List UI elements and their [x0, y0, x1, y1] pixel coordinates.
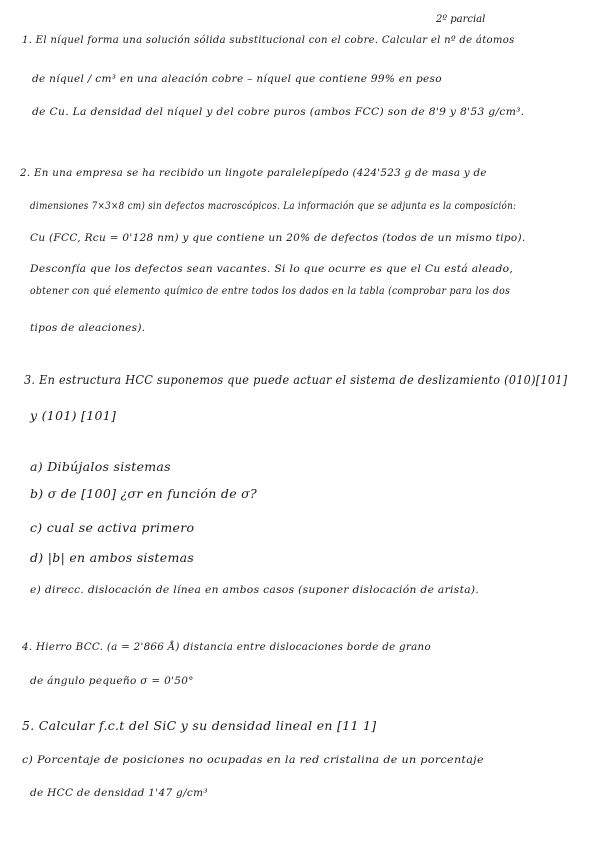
problem-2-line-6: tipos de aleaciones).	[30, 322, 146, 334]
exam-header: 2º parcial	[436, 14, 486, 25]
problem-3-part-c: c) cual se activa primero	[30, 520, 195, 535]
problem-3-part-e: e) direcc. dislocación de línea en ambos casos (suponer dislocación de arista).	[30, 584, 480, 596]
problem-3-part-d: d) |b| en ambos sistemas	[30, 550, 195, 565]
problem-1-line-2: de níquel / cm³ en una aleación cobre – níquel que contiene 99% en peso	[32, 73, 442, 85]
problem-3-part-b: b) σ de [100] ¿σr en función de σ?	[30, 486, 258, 501]
problem-3-line-2: y (101) [101]	[30, 408, 117, 423]
problem-3-line-1: 3. En estructura HCC suponemos que puede actuar el sistema de deslizamiento (010)[101]	[24, 372, 568, 387]
problem-5-line-1: 5. Calcular f.c.t del SiC y su densidad lineal en [11 1]	[22, 718, 377, 733]
problem-4-line-1: 4. Hierro BCC. (a = 2'866 Å) distancia entre dislocaciones borde de grano	[22, 641, 431, 653]
problem-2-line-2: dimensiones 7×3×8 cm) sin defectos macroscópicos. La información que se adjunta es la composición:	[30, 200, 517, 212]
problem-5-part-c-line-2: de HCC de densidad 1'47 g/cm³	[30, 787, 208, 799]
problem-2-line-4: Desconfía que los defectos sean vacantes. Si lo que ocurre es que el Cu está aleado,	[30, 263, 514, 275]
problem-4-line-2: de ángulo pequeño σ = 0'50°	[30, 675, 194, 687]
problem-2-line-3: Cu (FCC, Rcu = 0'128 nm) y que contiene un 20% de defectos (todos de un mismo tipo).	[30, 232, 526, 244]
problem-2-line-1: 2. En una empresa se ha recibido un lingote paralelepípedo (424'523 g de masa y de	[20, 167, 487, 179]
problem-1-line-1: 1. El níquel forma una solución sólida substitucional con el cobre. Calcular el nº de átomos	[22, 34, 515, 46]
problem-1-line-3: de Cu. La densidad del níquel y del cobre puros (ambos FCC) son de 8'9 y 8'53 g/cm³.	[32, 106, 525, 118]
problem-3-part-a: a) Dibújalos sistemas	[30, 459, 171, 474]
problem-5-part-c-line-1: c) Porcentaje de posiciones no ocupadas en la red cristalina de un porcentaje	[22, 754, 484, 766]
problem-2-line-5: obtener con qué elemento químico de entre todos los dados en la tabla (comprobar para los dos	[30, 285, 511, 297]
